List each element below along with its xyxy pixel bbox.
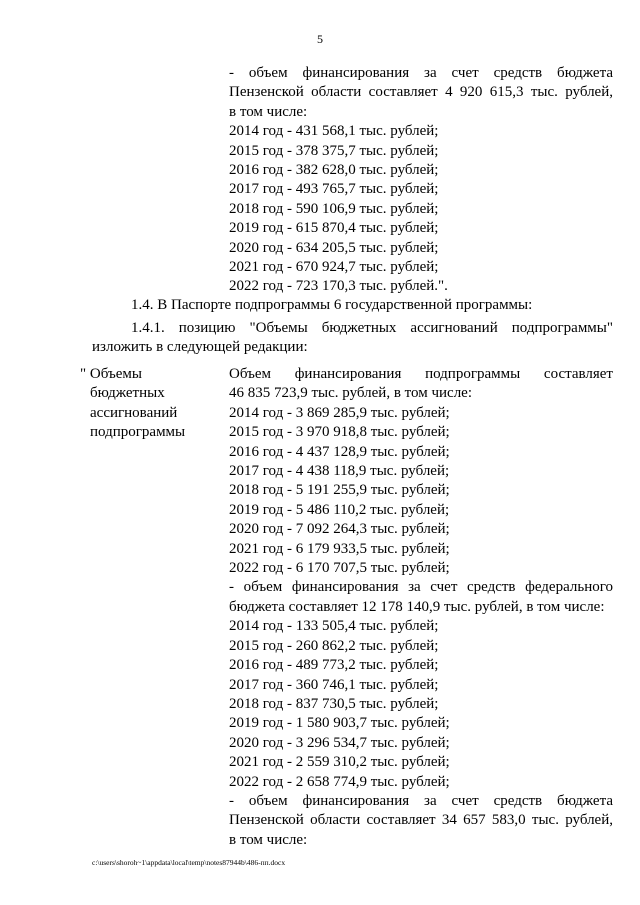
year-line: 2017 год - 493 765,7 тыс. рублей; <box>229 181 439 198</box>
left-column-line: подпрограммы <box>90 424 186 441</box>
text-line: - объем финансирования за счет средств федерального <box>229 579 613 596</box>
left-column-line: " Объемы <box>80 366 142 382</box>
section-1-4-heading: 1.4. В Паспорте подпрограммы 6 государственной программы: <box>131 297 533 313</box>
page-number: 5 <box>317 32 323 46</box>
section-1-4-1-line1: 1.4.1. позицию "Объемы бюджетных ассигнований подпрограммы" <box>131 320 613 336</box>
text-line: бюджета составляет 12 178 140,9 тыс. рублей, в том числе: <box>229 598 605 615</box>
text-line: Пензенской области составляет 34 657 583,0 тыс. рублей, <box>229 812 613 829</box>
year-line: 2016 год - 4 437 128,9 тыс. рублей; <box>229 443 450 460</box>
text-line: 46 835 723,9 тыс. рублей, в том числе: <box>229 385 473 402</box>
year-line: 2019 год - 615 870,4 тыс. рублей; <box>229 220 439 237</box>
text-line: в том числе: <box>229 831 308 848</box>
year-line: 2016 год - 382 628,0 тыс. рублей; <box>229 162 439 179</box>
year-line: 2017 год - 4 438 118,9 тыс. рублей; <box>229 463 450 480</box>
year-line: 2022 год - 6 170 707,5 тыс. рублей; <box>229 560 450 577</box>
footer-file-path: c:\users\shoroh~1\appdata\local\temp\notes87944b\486-пп.docx <box>92 858 286 867</box>
year-line: 2021 год - 6 179 933,5 тыс. рублей; <box>229 540 450 557</box>
left-column-line: ассигнований <box>90 404 178 421</box>
year-line: 2017 год - 360 746,1 тыс. рублей; <box>229 676 439 693</box>
text-line: - объем финансирования за счет средств бюджета <box>229 792 613 809</box>
section-1-4-1-line2: изложить в следующей редакции: <box>92 339 308 355</box>
left-column-line: бюджетных <box>90 385 165 402</box>
text-line: Пензенской области составляет 4 920 615,3 тыс. рублей, <box>229 84 613 101</box>
top-funding-block <box>229 64 613 297</box>
year-line: 2015 год - 3 970 918,8 тыс. рублей; <box>229 424 450 441</box>
year-line: 2015 год - 378 375,7 тыс. рублей; <box>229 142 439 159</box>
year-line: 2020 год - 634 205,5 тыс. рублей; <box>229 239 439 256</box>
year-line: 2014 год - 133 505,4 тыс. рублей; <box>229 618 439 635</box>
year-line: 2022 год - 723 170,3 тыс. рублей.". <box>229 278 448 295</box>
year-line: 2015 год - 260 862,2 тыс. рублей; <box>229 637 439 654</box>
year-line: 2014 год - 3 869 285,9 тыс. рублей; <box>229 404 450 421</box>
year-line: 2021 год - 670 924,7 тыс. рублей; <box>229 259 439 276</box>
year-line: 2020 год - 7 092 264,3 тыс. рублей; <box>229 521 450 538</box>
text-line: Объем финансирования подпрограммы составляет <box>229 366 613 382</box>
year-line: 2021 год - 2 559 310,2 тыс. рублей; <box>229 754 450 771</box>
text-line: - объем финансирования за счет средств бюджета <box>229 65 613 81</box>
year-line: 2019 год - 5 486 110,2 тыс. рублей; <box>229 501 450 518</box>
year-line: 2014 год - 431 568,1 тыс. рублей; <box>229 123 439 140</box>
year-line: 2022 год - 2 658 774,9 тыс. рублей; <box>229 773 450 790</box>
year-line: 2016 год - 489 773,2 тыс. рублей; <box>229 657 439 674</box>
year-line: 2019 год - 1 580 903,7 тыс. рублей; <box>229 715 450 732</box>
year-line: 2018 год - 590 106,9 тыс. рублей; <box>229 200 439 217</box>
left-column-label <box>80 365 220 443</box>
year-line: 2020 год - 3 296 534,7 тыс. рублей; <box>229 734 450 751</box>
year-line: 2018 год - 837 730,5 тыс. рублей; <box>229 695 439 712</box>
right-column-funding <box>229 365 613 850</box>
text-line: в том числе: <box>229 103 308 120</box>
year-line: 2018 год - 5 191 255,9 тыс. рублей; <box>229 482 450 499</box>
